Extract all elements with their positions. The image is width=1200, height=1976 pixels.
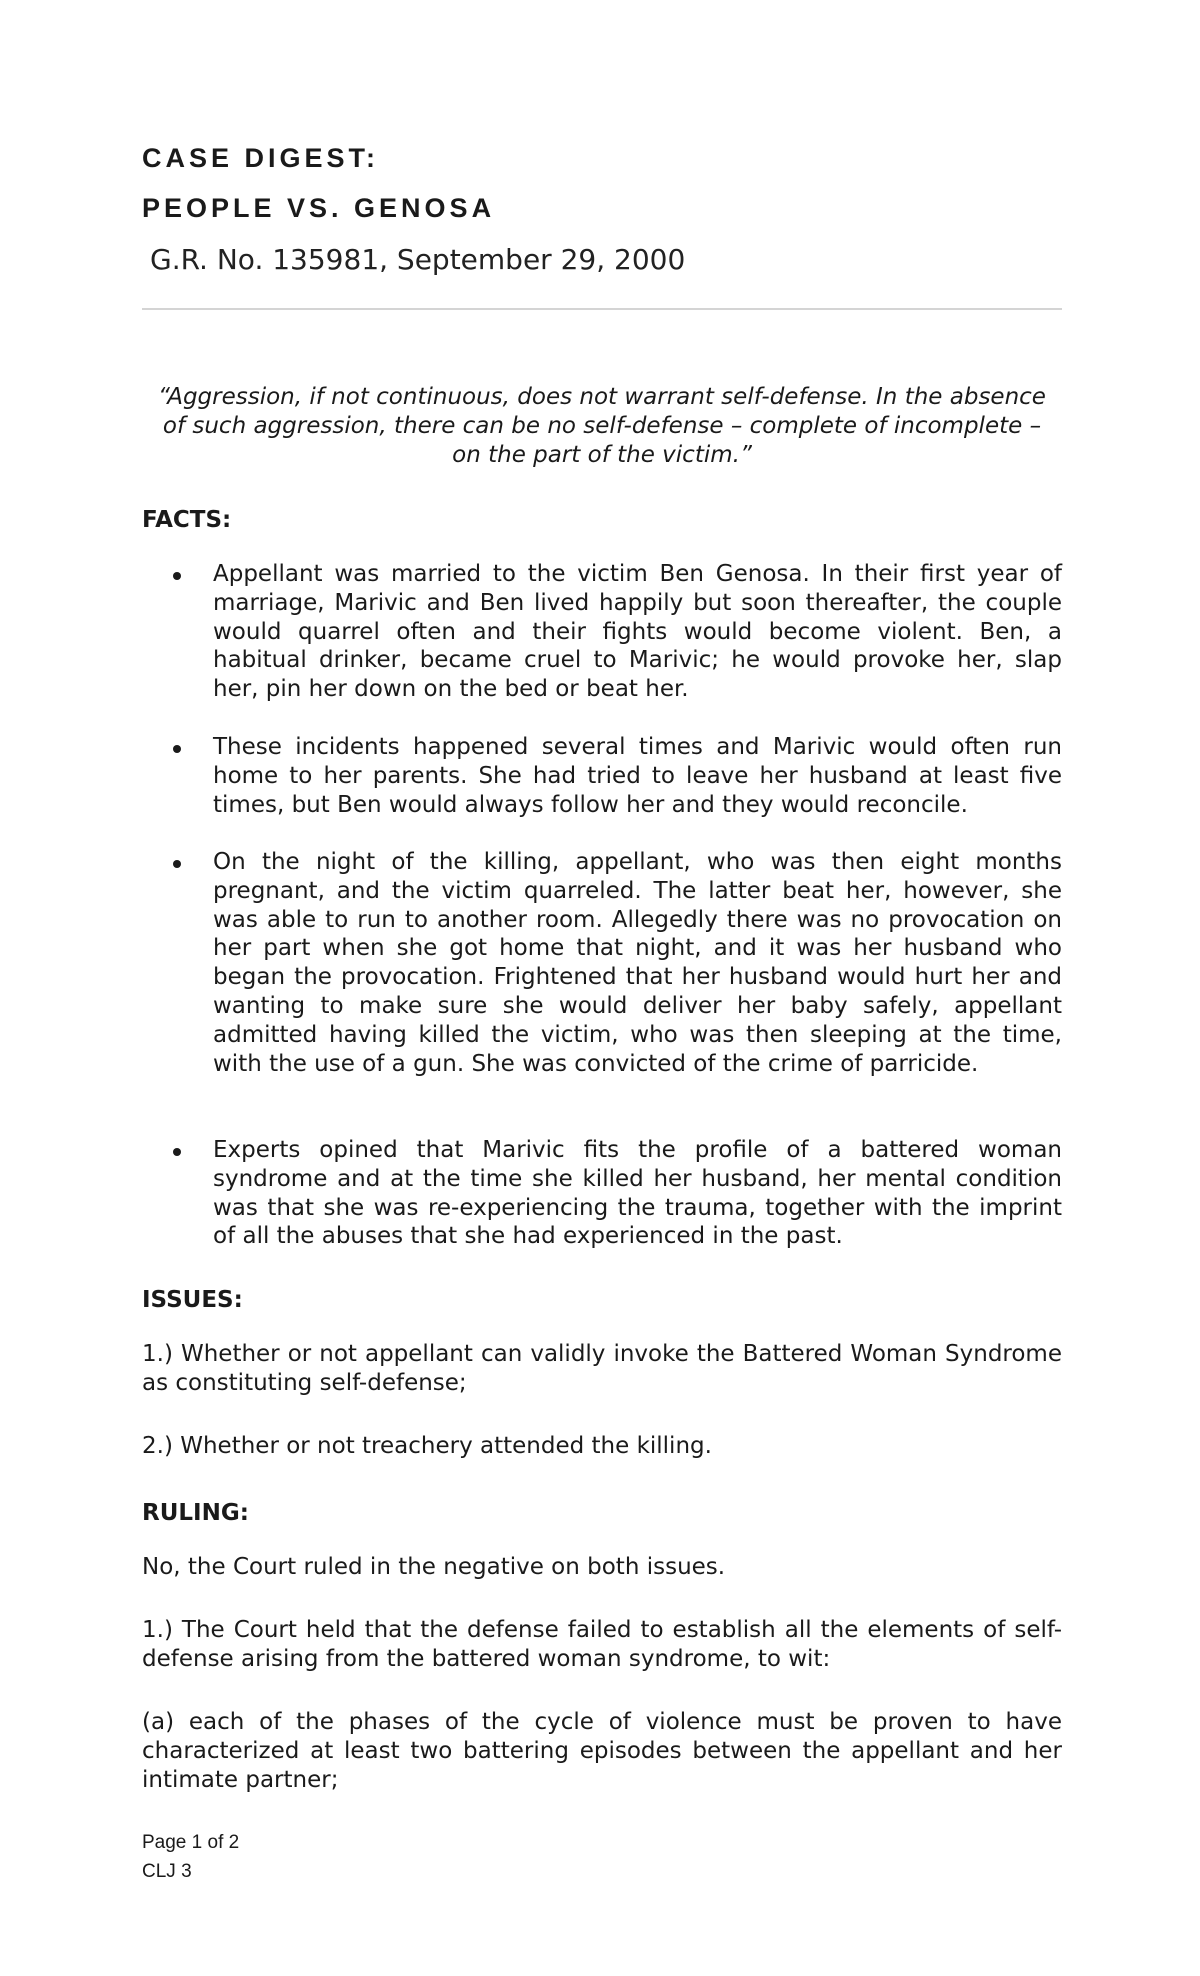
bullet-icon: [173, 860, 181, 868]
ruling-point-1: 1.) The Court held that the defense failed to establish all the elements of self-defense arising from the battered woman syndrome, to wit:: [142, 1617, 1062, 1672]
list-item: [142, 733, 1062, 819]
ruling-heading: RULING:: [142, 1500, 249, 1526]
facts-list: [142, 560, 1062, 1251]
ruling-intro: No, the Court ruled in the negative on both issues.: [142, 1554, 726, 1580]
issues-heading: ISSUES:: [142, 1287, 243, 1313]
fact-text: Appellant was married to the victim Ben Genosa. In their first year of marriage, Marivic and Ben lived happily but soon thereafter, the couple would quarrel often and their fights would become violent. Ben, a habitual drinker, became cruel to Marivic; he would provoke her, slap her, pin her down on the bed or beat her.: [213, 561, 1062, 703]
title-case-name: PEOPLE VS. GENOSA: [142, 193, 496, 223]
bullet-icon: [173, 572, 181, 580]
list-item: [142, 560, 1062, 704]
bullet-icon: [173, 745, 181, 753]
issue-item-1: 1.) Whether or not appellant can validly invoke the Battered Woman Syndrome as constituting self-defense;: [142, 1341, 1062, 1396]
list-item: [142, 848, 1062, 1107]
ruling-point-a: (a) each of the phases of the cycle of violence must be proven to have characterized at least two battering episodes between the appellant and her intimate partner;: [142, 1709, 1062, 1793]
doctrine-quote: “Aggression, if not continuous, does not warrant self-defense. In the absence of such aggression, there can be no self-defense – complete of incomplete – on the part of the victim.”: [158, 384, 1046, 468]
title-case-digest: CASE DIGEST:: [142, 143, 380, 173]
issue-item-2: 2.) Whether or not treachery attended the killing.: [142, 1433, 712, 1459]
bullet-icon: [173, 1148, 181, 1156]
header-divider: [142, 308, 1062, 310]
fact-text: On the night of the killing, appellant, who was then eight months pregnant, and the victim quarreled. The latter beat her, however, she was able to run to another room. Allegedly there was no provocation on her part when she got home that night, and it was her husband who began the provocation. Frightened that her husband would hurt her and wanting to make sure she would deliver her baby safely, appellant admitted having killed the victim, who was then sleeping at the time, with the use of a gun. She was convicted of the crime of parricide.: [213, 849, 1062, 1077]
case-reference: G.R. No. 135981, September 29, 2000: [150, 243, 686, 276]
facts-heading: FACTS:: [142, 507, 232, 533]
footer-code: CLJ 3: [142, 1861, 192, 1882]
list-item: [142, 1136, 1062, 1251]
fact-text: These incidents happened several times and Marivic would often run home to her parents. She had tried to leave her husband at least five times, but Ben would always follow her and they would reconcile.: [213, 734, 1062, 818]
fact-text: Experts opined that Marivic fits the profile of a battered woman syndrome and at the time she killed her husband, her mental condition was that she was re-experiencing the trauma, together with the imprint of all the abuses that she had experienced in the past.: [213, 1137, 1062, 1250]
page-number: Page 1 of 2: [142, 1832, 240, 1853]
